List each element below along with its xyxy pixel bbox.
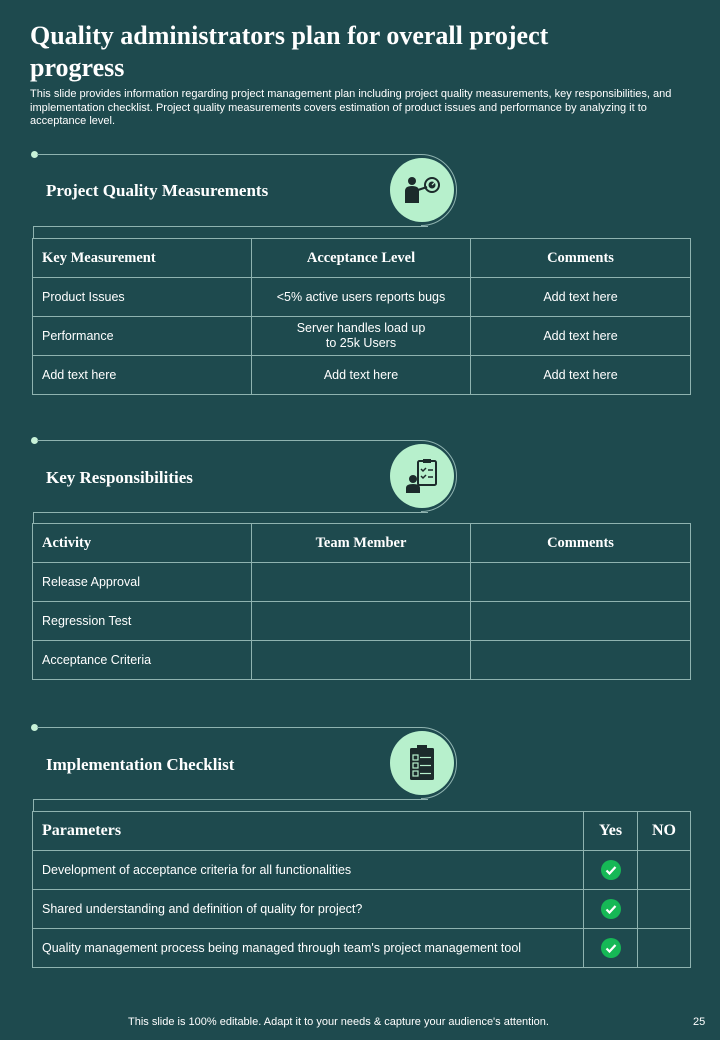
section-bottom-line [33,799,428,800]
table-row [33,356,691,395]
table-cell [252,602,471,641]
table-row [33,641,691,680]
responsibilities-table [32,523,691,680]
section-top-line [37,727,422,728]
table-row [33,278,691,317]
table-row [33,851,691,890]
check-circle-icon [601,938,621,958]
section-title: Project Quality Measurements [46,181,269,200]
measurements-table [32,238,691,395]
presenter-gauge-icon [390,158,454,222]
slide-subtitle: This slide provides information regarding project management plan including project quality measurements, key responsibilities, and implementation checklist. Project quality measurements covers estimation of product issues and performance by analyzing it to acceptance level. [30,88,672,127]
page-number: 25 [693,1016,706,1028]
table-header: Yes [584,812,638,851]
table-cell: Development of acceptance criteria for all functionalities [33,851,584,890]
table-header: Key Measurement [33,239,252,278]
checklist-table [32,811,691,968]
no-cell [638,890,691,929]
table-cell: Shared understanding and definition of quality for project? [33,890,584,929]
section-title: Key Responsibilities [46,468,193,487]
table-header: Comments [471,239,691,278]
checklist-clipboard-icon [390,731,454,795]
section-left-line [33,799,34,811]
section-title: Implementation Checklist [46,755,235,774]
table-cell: Acceptance Criteria [33,641,252,680]
no-cell [638,851,691,890]
table-header-row [33,524,691,563]
table-header: Team Member [252,524,471,563]
table-header: NO [638,812,691,851]
table-cell: Add text here [252,356,471,395]
table-row [33,563,691,602]
table-header: Parameters [33,812,584,851]
section-bottom-line [33,512,428,513]
table-cell: Server handles load up to 25k Users [252,317,471,356]
table-cell: Release Approval [33,563,252,602]
footer-text: This slide is 100% editable. Adapt it to your needs & capture your audience's attention. [128,1016,549,1028]
table-cell [471,602,691,641]
table-row [33,317,691,356]
table-row [33,890,691,929]
section-top-line [37,440,422,441]
check-circle-icon [601,860,621,880]
person-clipboard-icon [390,444,454,508]
table-cell [471,641,691,680]
check-circle-icon [601,899,621,919]
table-cell [252,563,471,602]
yes-cell [584,890,638,929]
yes-cell [584,851,638,890]
table-cell: Add text here [471,278,691,317]
table-cell: Add text here [471,317,691,356]
yes-cell [584,929,638,968]
table-header-row [33,239,691,278]
table-cell [471,563,691,602]
table-row [33,602,691,641]
slide-title: Quality administrators plan for overall project progress [30,21,549,82]
table-header-row [33,812,691,851]
table-cell: Product Issues [33,278,252,317]
table-row [33,929,691,968]
table-header: Acceptance Level [252,239,471,278]
table-cell: Add text here [471,356,691,395]
section-bottom-line [33,226,428,227]
table-cell: <5% active users reports bugs [252,278,471,317]
table-cell: Regression Test [33,602,252,641]
section-top-line [37,154,422,155]
table-cell: Performance [33,317,252,356]
table-cell [252,641,471,680]
table-cell: Add text here [33,356,252,395]
table-header: Activity [33,524,252,563]
table-header: Comments [471,524,691,563]
no-cell [638,929,691,968]
table-cell: Quality management process being managed through team's project management tool [33,929,584,968]
section-left-line [33,226,34,238]
